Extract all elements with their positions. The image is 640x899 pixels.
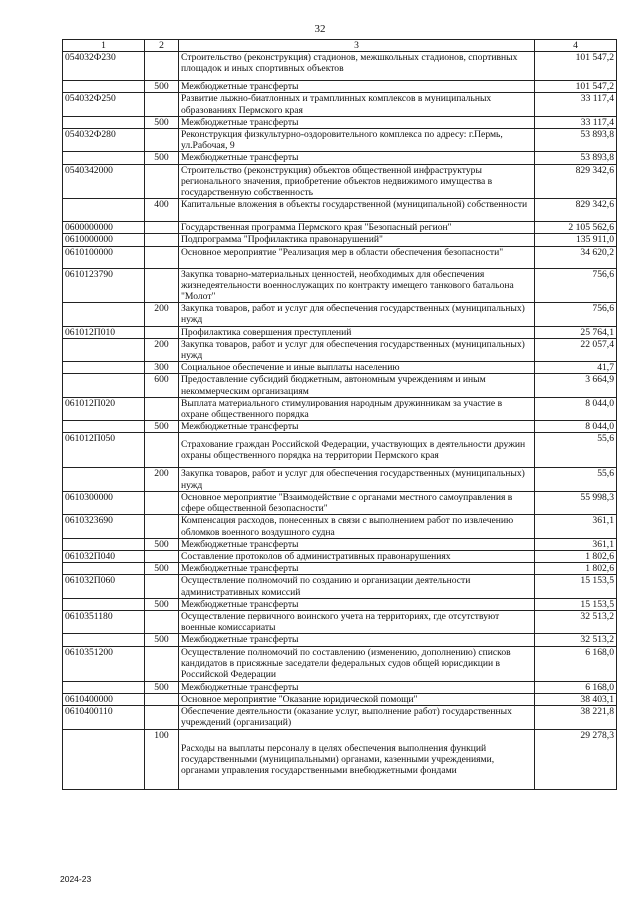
row-kind bbox=[145, 129, 179, 152]
table-row bbox=[63, 93, 617, 116]
row-kind bbox=[145, 326, 179, 338]
row-code: 061012П020 bbox=[63, 397, 145, 420]
row-kind bbox=[145, 268, 179, 303]
table-row bbox=[63, 374, 617, 397]
row-kind: 500 bbox=[145, 81, 179, 93]
row-kind bbox=[145, 164, 179, 199]
row-name: Межбюджетные трансферты bbox=[179, 598, 535, 610]
row-name: Предоставление субсидий бюджетным, автономным учреждениям и иным некоммерческим организациям bbox=[179, 374, 535, 397]
row-code bbox=[63, 681, 145, 693]
row-code: 0540342000 bbox=[63, 164, 145, 199]
row-amount: 29 278,3 bbox=[535, 729, 617, 789]
row-kind: 100 bbox=[145, 729, 179, 789]
row-kind bbox=[145, 222, 179, 234]
row-amount: 25 764,1 bbox=[535, 326, 617, 338]
table-row bbox=[63, 729, 617, 789]
row-code: 054032Ф280 bbox=[63, 129, 145, 152]
row-name: Строительство (реконструкция) стадионов, межшкольных стадионов, спортивных площадок и иных спортивных объектов bbox=[179, 52, 535, 81]
table-row bbox=[63, 433, 617, 468]
row-code: 054032Ф250 bbox=[63, 93, 145, 116]
row-kind: 200 bbox=[145, 303, 179, 326]
row-kind: 300 bbox=[145, 362, 179, 374]
row-kind: 500 bbox=[145, 598, 179, 610]
row-amount: 32 513,2 bbox=[535, 634, 617, 646]
table-row bbox=[63, 362, 617, 374]
row-amount: 53 893,8 bbox=[535, 129, 617, 152]
row-kind: 500 bbox=[145, 563, 179, 575]
row-amount: 34 620,2 bbox=[535, 246, 617, 268]
column-header-1: 1 bbox=[63, 40, 145, 52]
table-row bbox=[63, 491, 617, 514]
row-amount: 33 117,4 bbox=[535, 116, 617, 128]
row-name: Социальное обеспечение и иные выплаты населению bbox=[179, 362, 535, 374]
row-name: Осуществление первичного воинского учета на территориях, где отсутствуют военные комиссариаты bbox=[179, 610, 535, 633]
row-name: Составление протоколов об административных правонарушениях bbox=[179, 550, 535, 562]
row-amount: 32 513,2 bbox=[535, 610, 617, 633]
table-row bbox=[63, 634, 617, 646]
row-kind bbox=[145, 550, 179, 562]
row-code bbox=[63, 563, 145, 575]
table-row bbox=[63, 164, 617, 199]
row-amount: 8 044,0 bbox=[535, 421, 617, 433]
table-row bbox=[63, 129, 617, 152]
row-name: Расходы на выплаты персоналу в целях обеспечения выполнения функций государственными (муниципальными) органами, казенными учреждениями, органами управления государственными внебюджетными фондами bbox=[179, 729, 535, 789]
row-kind: 600 bbox=[145, 374, 179, 397]
row-amount: 6 168,0 bbox=[535, 646, 617, 681]
row-amount: 15 153,5 bbox=[535, 598, 617, 610]
row-kind: 500 bbox=[145, 152, 179, 164]
row-amount: 53 893,8 bbox=[535, 152, 617, 164]
table-row bbox=[63, 575, 617, 598]
row-kind: 500 bbox=[145, 421, 179, 433]
table-row bbox=[63, 303, 617, 326]
row-kind: 500 bbox=[145, 538, 179, 550]
table-row bbox=[63, 646, 617, 681]
row-amount: 2 105 562,6 bbox=[535, 222, 617, 234]
row-code: 061012П050 bbox=[63, 433, 145, 468]
row-name: Осуществление полномочий по созданию и организации деятельности административных комиссий bbox=[179, 575, 535, 598]
row-name: Основное мероприятие "Реализация мер в области обеспечения безопасности" bbox=[179, 246, 535, 268]
row-name: Межбюджетные трансферты bbox=[179, 538, 535, 550]
row-code bbox=[63, 468, 145, 491]
row-kind bbox=[145, 491, 179, 514]
row-name: Закупка товаров, работ и услуг для обеспечения государственных (муниципальных) нужд bbox=[179, 303, 535, 326]
row-name: Закупка товаров, работ и услуг для обеспечения государственных (муниципальных) нужд bbox=[179, 338, 535, 361]
row-kind bbox=[145, 52, 179, 81]
column-header-2: 2 bbox=[145, 40, 179, 52]
table-row bbox=[63, 116, 617, 128]
row-name: Межбюджетные трансферты bbox=[179, 152, 535, 164]
table-row bbox=[63, 397, 617, 420]
row-amount: 55 998,3 bbox=[535, 491, 617, 514]
row-name: Развитие лыжно-биатлонных и трамплинных комплексов в муниципальных образованиях Пермского края bbox=[179, 93, 535, 116]
row-code bbox=[63, 199, 145, 222]
table-row bbox=[63, 538, 617, 550]
row-amount: 38 221,8 bbox=[535, 705, 617, 729]
row-amount: 101 547,2 bbox=[535, 81, 617, 93]
table-row bbox=[63, 152, 617, 164]
row-name: Основное мероприятие "Оказание юридической помощи" bbox=[179, 693, 535, 705]
row-kind bbox=[145, 646, 179, 681]
row-code: 0600000000 bbox=[63, 222, 145, 234]
row-amount: 55,6 bbox=[535, 433, 617, 468]
row-code: 0610400000 bbox=[63, 693, 145, 705]
table-row bbox=[63, 81, 617, 93]
row-name: Государственная программа Пермского края "Безопасный регион" bbox=[179, 222, 535, 234]
table-row bbox=[63, 222, 617, 234]
row-amount: 38 403,1 bbox=[535, 693, 617, 705]
table-row bbox=[63, 421, 617, 433]
row-amount: 361,1 bbox=[535, 538, 617, 550]
row-amount: 15 153,5 bbox=[535, 575, 617, 598]
table-row bbox=[63, 705, 617, 729]
row-name: Профилактика совершения преступлений bbox=[179, 326, 535, 338]
table-header-row bbox=[63, 40, 617, 52]
row-amount: 756,6 bbox=[535, 268, 617, 303]
row-kind bbox=[145, 610, 179, 633]
row-code bbox=[63, 598, 145, 610]
row-code: 0610000000 bbox=[63, 234, 145, 246]
row-amount: 1 802,6 bbox=[535, 563, 617, 575]
row-name: Подпрограмма "Профилактика правонарушений" bbox=[179, 234, 535, 246]
table-row bbox=[63, 338, 617, 361]
table-row bbox=[63, 681, 617, 693]
row-amount: 135 911,0 bbox=[535, 234, 617, 246]
row-code: 0610300000 bbox=[63, 491, 145, 514]
row-kind: 500 bbox=[145, 116, 179, 128]
row-code bbox=[63, 303, 145, 326]
row-code bbox=[63, 538, 145, 550]
row-kind bbox=[145, 93, 179, 116]
table-row bbox=[63, 598, 617, 610]
row-amount: 101 547,2 bbox=[535, 52, 617, 81]
row-name: Основное мероприятие "Взаимодействие с органами местного самоуправления в сфере общественной безопасности" bbox=[179, 491, 535, 514]
row-name: Капитальные вложения в объекты государственной (муниципальной) собственности bbox=[179, 199, 535, 222]
row-code bbox=[63, 421, 145, 433]
row-kind: 500 bbox=[145, 681, 179, 693]
row-kind bbox=[145, 705, 179, 729]
row-kind: 400 bbox=[145, 199, 179, 222]
row-kind: 200 bbox=[145, 338, 179, 361]
row-code: 0610351180 bbox=[63, 610, 145, 633]
row-kind: 500 bbox=[145, 634, 179, 646]
column-header-3: 3 bbox=[179, 40, 535, 52]
row-name: Страхование граждан Российской Федерации, участвующих в деятельности дружин охраны общественного порядка на территории Пермского края bbox=[179, 433, 535, 468]
row-code bbox=[63, 374, 145, 397]
row-name: Межбюджетные трансферты bbox=[179, 421, 535, 433]
row-name: Закупка товаров, работ и услуг для обеспечения государственных (муниципальных) нужд bbox=[179, 468, 535, 491]
row-kind bbox=[145, 234, 179, 246]
row-amount: 22 057,4 bbox=[535, 338, 617, 361]
table-row bbox=[63, 693, 617, 705]
table-row bbox=[63, 52, 617, 81]
row-code: 054032Ф230 bbox=[63, 52, 145, 81]
row-amount: 3 664,9 bbox=[535, 374, 617, 397]
row-amount: 829 342,6 bbox=[535, 199, 617, 222]
table-row bbox=[63, 468, 617, 491]
table-row bbox=[63, 234, 617, 246]
row-code bbox=[63, 729, 145, 789]
table-row bbox=[63, 610, 617, 633]
row-amount: 55,6 bbox=[535, 468, 617, 491]
row-name: Межбюджетные трансферты bbox=[179, 563, 535, 575]
row-name: Выплата материального стимулирования народным дружинникам за участие в охране общественного порядка bbox=[179, 397, 535, 420]
table-row bbox=[63, 563, 617, 575]
row-amount: 33 117,4 bbox=[535, 93, 617, 116]
row-name: Обеспечение деятельности (оказание услуг, выполнение работ) государственных учреждений (организаций) bbox=[179, 705, 535, 729]
row-code bbox=[63, 338, 145, 361]
budget-table-body bbox=[63, 52, 617, 790]
row-kind bbox=[145, 397, 179, 420]
row-code bbox=[63, 116, 145, 128]
row-name: Закупка товарно-материальных ценностей, необходимых для обеспечения жизнедеятельности военнослужащих по контракту имещего танкового батальона "Молот" bbox=[179, 268, 535, 303]
row-name: Компенсация расходов, понесенных в связи с выполнением работ по извлечению обломков военного воздушного судна bbox=[179, 515, 535, 538]
table-row bbox=[63, 515, 617, 538]
row-kind bbox=[145, 433, 179, 468]
row-amount: 6 168,0 bbox=[535, 681, 617, 693]
row-name: Межбюджетные трансферты bbox=[179, 81, 535, 93]
row-code: 061032П040 bbox=[63, 550, 145, 562]
row-name: Межбюджетные трансферты bbox=[179, 116, 535, 128]
table-row bbox=[63, 550, 617, 562]
row-kind bbox=[145, 693, 179, 705]
row-code: 0610100000 bbox=[63, 246, 145, 268]
row-kind bbox=[145, 515, 179, 538]
row-amount: 41,7 bbox=[535, 362, 617, 374]
row-code: 061012П010 bbox=[63, 326, 145, 338]
row-name: Осуществление полномочий по составлению (изменению, дополнению) списков кандидатов в присяжные заседатели федеральных судов общей юрисдикции в Российской Федерации bbox=[179, 646, 535, 681]
table-row bbox=[63, 199, 617, 222]
row-name: Реконструкция физкультурно-оздоровительного комплекса по адресу: г.Пермь, ул.Рабочая, 9 bbox=[179, 129, 535, 152]
row-name: Межбюджетные трансферты bbox=[179, 681, 535, 693]
row-code: 061032П060 bbox=[63, 575, 145, 598]
table-row bbox=[63, 268, 617, 303]
row-amount: 8 044,0 bbox=[535, 397, 617, 420]
column-header-4: 4 bbox=[535, 40, 617, 52]
table-row bbox=[63, 246, 617, 268]
footer-code: 2024-23 bbox=[60, 874, 92, 884]
row-code: 0610123790 bbox=[63, 268, 145, 303]
row-amount: 361,1 bbox=[535, 515, 617, 538]
row-code: 0610323690 bbox=[63, 515, 145, 538]
row-code bbox=[63, 634, 145, 646]
page-number: 32 bbox=[314, 23, 326, 35]
row-name: Межбюджетные трансферты bbox=[179, 634, 535, 646]
row-code bbox=[63, 152, 145, 164]
row-kind bbox=[145, 246, 179, 268]
row-code bbox=[63, 362, 145, 374]
row-code: 0610351200 bbox=[63, 646, 145, 681]
row-code: 0610400110 bbox=[63, 705, 145, 729]
budget-table bbox=[62, 39, 617, 790]
row-code bbox=[63, 81, 145, 93]
table-row bbox=[63, 326, 617, 338]
row-amount: 829 342,6 bbox=[535, 164, 617, 199]
row-amount: 756,6 bbox=[535, 303, 617, 326]
row-kind bbox=[145, 575, 179, 598]
row-name: Строительство (реконструкция) объектов общественной инфраструктуры регионального значения, приобретение объектов недвижимого имущества в государственную собственность bbox=[179, 164, 535, 199]
row-amount: 1 802,6 bbox=[535, 550, 617, 562]
row-kind: 200 bbox=[145, 468, 179, 491]
